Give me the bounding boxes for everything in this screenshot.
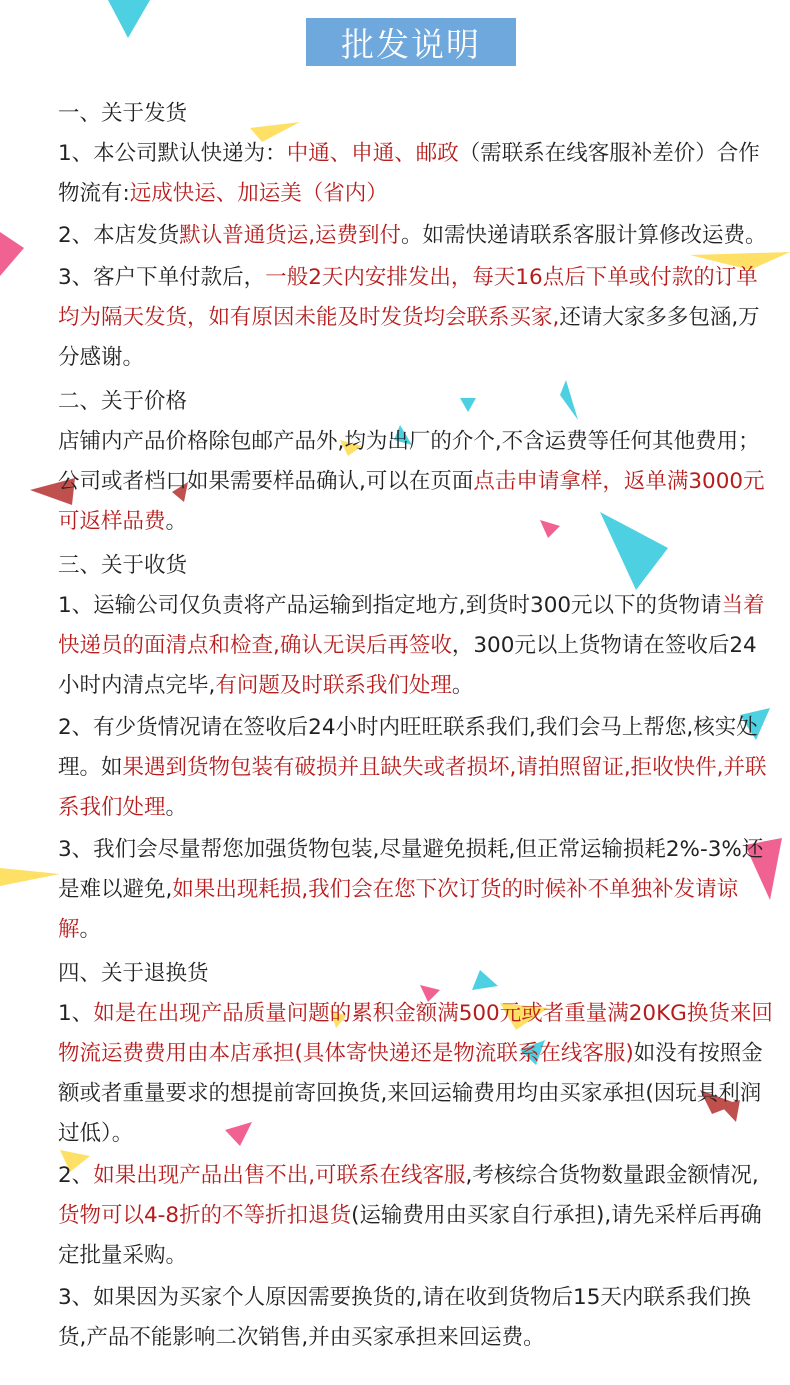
highlight-text: 如果出现产品出售不出,可联系在线客服 (93, 1163, 466, 1188)
body-text: 。 (165, 795, 188, 820)
highlight-text: 果遇到货物包装有破损并且缺失或者损坏,请拍照留证,拒收快件,并联系我们处理 (58, 755, 767, 820)
section-heading: 四、关于退换货 (58, 961, 209, 986)
highlight-text: 货物可以4-8折的不等折扣退货 (58, 1203, 352, 1228)
section-paragraph (58, 586, 778, 706)
body-text: ，300元以上货物请在签收后24小时内清点完毕, (58, 633, 757, 698)
highlight-text: 如是在出现产品质量问题的累积金额满500元或者重量满20KG换货来回物流运费费用由本店承担(具体寄快递还是物流联系在线客服) (58, 1001, 773, 1066)
highlight-text: 点击申请拿样，返单满3000元可返样品费 (58, 469, 765, 534)
confetti-shape (108, 0, 150, 38)
section-paragraph (58, 994, 778, 1154)
body-text: 2、有少货情况请在签收后24小时内旺旺联系我们,我们会马上帮您,核实处理。如 (58, 715, 758, 780)
body-text: （需联系在线客服补差价）合作物流有: (58, 141, 760, 206)
body-text: 1、 (58, 1001, 94, 1026)
body-text: 2、本店发货 (58, 223, 180, 248)
highlight-text: 默认普通货运,运费到付 (179, 223, 402, 248)
page-title: 批发说明 (306, 18, 516, 66)
highlight-text: 中通、申通、邮政 (286, 141, 459, 166)
body-text: 3、我们会尽量帮您加强货物包装,尽量避免损耗,但正常运输损耗2%-3%还是难以避免, (58, 837, 764, 902)
section-paragraph (58, 830, 778, 950)
body-text: 。 (165, 509, 188, 534)
highlight-text: 一般2天内安排发出，每天16点后下单或付款的订单均为隔天发货，如有原因未能及时发货均会联系买家, (58, 265, 758, 330)
body-text: 3、如果因为买家个人原因需要换货的,请在收到货物后15天内联系我们换货,产品不能影响二次销售,并由买家承担来回运费。 (58, 1285, 751, 1350)
section-paragraph (58, 216, 778, 256)
body-text: 。如需快递请联系客服计算修改运费。 (401, 223, 767, 248)
highlight-text: 如果出现耗损,我们会在您下次订货的时候补不单独补发请谅解 (58, 877, 739, 942)
wholesale-instructions (58, 90, 778, 1360)
body-text: 2、 (58, 1163, 94, 1188)
confetti-shape (0, 232, 24, 276)
highlight-text: 远成快运、加运美（省内） (129, 181, 388, 206)
confetti-shape (0, 868, 60, 886)
body-text: 。 (451, 673, 474, 698)
section-paragraph (58, 708, 778, 828)
body-text: 1、运输公司仅负责将产品运输到指定地方,到货时300元以下的货物请 (58, 593, 722, 618)
section-paragraph (58, 258, 778, 378)
section-paragraph (58, 134, 778, 214)
body-text: (运输费用由买家自行承担),请先采样后再确定批量采购。 (58, 1203, 762, 1268)
highlight-text: 当着快递员的面清点和检查,确认无误后再签收 (58, 593, 765, 658)
section-paragraph (58, 1156, 778, 1276)
body-text: ,考核综合货物数量跟金额情况, (465, 1163, 759, 1188)
body-text: 3、客户下单付款后， (58, 265, 266, 290)
section-paragraph (58, 1278, 778, 1358)
highlight-text: 有问题及时联系我们处理 (215, 673, 452, 698)
section-heading: 一、关于发货 (58, 101, 188, 126)
body-text: 。 (79, 917, 102, 942)
section-heading: 三、关于收货 (58, 553, 188, 578)
body-text: 1、本公司默认快递为： (58, 141, 287, 166)
section-paragraph (58, 422, 778, 542)
body-text: 如没有按照金额或者重量要求的想提前寄回换货,来回运输费用均由买家承担(因玩具利润过低）。 (58, 1041, 763, 1146)
body-text: 还请大家多多包涵,万分感谢。 (58, 305, 760, 370)
body-text: 店铺内产品价格除包邮产品外,均为出厂的介个,不含运费等任何其他费用；公司或者档口如果需要样品确认,可以在页面 (58, 429, 760, 494)
section-heading: 二、关于价格 (58, 389, 188, 414)
